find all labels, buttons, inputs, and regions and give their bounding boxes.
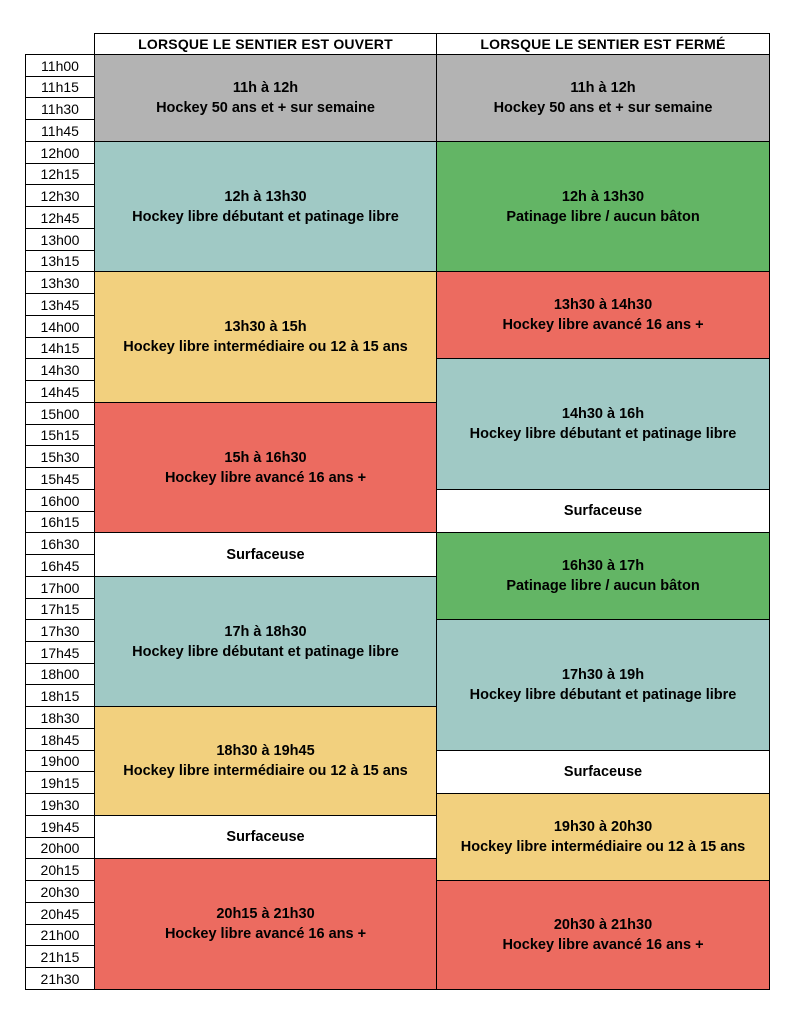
block-activity: Hockey libre débutant et patinage libre xyxy=(132,643,399,660)
time-slot-label: 19h15 xyxy=(25,771,95,794)
block-activity: Patinage libre / aucun bâton xyxy=(506,208,700,225)
time-slot-label: 20h00 xyxy=(25,837,95,859)
schedule-block xyxy=(94,402,437,533)
block-activity: Hockey libre avancé 16 ans + xyxy=(164,926,367,942)
block-activity: Hockey libre avancé 16 ans + xyxy=(502,937,704,953)
time-slot-label: 11h30 xyxy=(25,97,95,120)
time-slot-label: 14h30 xyxy=(25,358,95,381)
time-slot-label: 11h15 xyxy=(25,76,95,98)
block-time: 15h à 16h30 xyxy=(224,449,307,466)
block-time: 20h30 à 21h30 xyxy=(553,917,653,933)
block-activity: Surfaceuse xyxy=(226,829,305,845)
time-slot-label: 17h45 xyxy=(25,641,95,664)
block-activity: Hockey libre intermédiaire ou 12 à 15 ans xyxy=(460,839,746,855)
time-slot-label: 13h30 xyxy=(25,271,95,294)
time-slot-label: 13h00 xyxy=(25,228,95,251)
schedule-block xyxy=(94,815,437,859)
block-time: 13h30 à 14h30 xyxy=(553,297,653,313)
time-slot-label: 16h00 xyxy=(25,489,95,512)
schedule-block xyxy=(436,619,770,751)
block-time: 20h15 à 21h30 xyxy=(216,906,315,922)
time-slot-label: 16h15 xyxy=(25,511,95,533)
time-slot-label: 16h45 xyxy=(25,554,95,577)
block-time: 11h à 12h xyxy=(232,80,299,96)
time-slot-label: 21h30 xyxy=(25,967,95,990)
time-slot-label: 20h45 xyxy=(25,902,95,925)
time-slot-label: 14h15 xyxy=(25,337,95,359)
time-slot-label: 15h30 xyxy=(25,445,95,468)
block-activity: Hockey 50 ans et + sur semaine xyxy=(493,100,713,116)
block-activity: Surfaceuse xyxy=(563,503,643,519)
schedule-table xyxy=(25,33,769,989)
block-time: 12h à 13h30 xyxy=(224,188,307,205)
schedule-block xyxy=(94,532,437,577)
block-time: 13h30 à 15h xyxy=(224,319,307,335)
time-slot-label: 21h00 xyxy=(25,924,95,946)
block-time: 14h30 à 16h xyxy=(561,406,645,422)
time-slot-label: 20h30 xyxy=(25,880,95,903)
schedule-block xyxy=(436,54,770,142)
time-slot-label: 13h45 xyxy=(25,293,95,316)
time-slot-label: 15h00 xyxy=(25,402,95,425)
block-activity: Hockey libre intermédiaire ou 12 à 15 ans xyxy=(123,339,408,355)
schedule-block xyxy=(436,141,770,272)
time-slot-label: 13h15 xyxy=(25,250,95,272)
time-slot-label: 15h15 xyxy=(25,424,95,446)
block-time: 17h30 à 19h xyxy=(561,667,645,683)
time-slot-label: 11h00 xyxy=(25,54,95,77)
block-time: 12h à 13h30 xyxy=(561,188,645,205)
time-slot-label: 19h30 xyxy=(25,793,95,816)
time-slot-label: 18h15 xyxy=(25,684,95,707)
schedule-block xyxy=(436,358,770,490)
time-slot-label: 21h15 xyxy=(25,945,95,968)
block-time: 18h30 à 19h45 xyxy=(216,743,315,759)
time-slot-label: 17h30 xyxy=(25,619,95,642)
time-slot-label: 19h45 xyxy=(25,815,95,838)
time-slot-label: 11h45 xyxy=(25,119,95,142)
block-time: 17h à 18h30 xyxy=(224,623,307,640)
time-slot-label: 14h00 xyxy=(25,315,95,338)
block-activity: Patinage libre / aucun bâton xyxy=(506,578,700,594)
schedule-block xyxy=(94,54,437,142)
block-activity: Hockey libre débutant et patinage libre xyxy=(469,687,737,703)
time-slot-label: 14h45 xyxy=(25,380,95,403)
time-slot-label: 19h00 xyxy=(25,750,95,772)
time-slot-label: 18h00 xyxy=(25,663,95,685)
schedule-block xyxy=(436,880,770,990)
block-activity: Hockey libre avancé 16 ans + xyxy=(502,317,704,333)
time-slot-label: 12h30 xyxy=(25,184,95,207)
time-slot-label: 12h00 xyxy=(25,141,95,164)
block-activity: Hockey libre débutant et patinage libre xyxy=(469,426,737,442)
schedule-block xyxy=(94,706,437,816)
schedule-block xyxy=(436,793,770,881)
schedule-block xyxy=(436,532,770,620)
block-activity: Hockey libre avancé 16 ans + xyxy=(164,469,367,486)
time-slot-label: 15h45 xyxy=(25,467,95,490)
schedule-block xyxy=(436,750,770,794)
time-slot-label: 17h15 xyxy=(25,598,95,620)
block-time: 16h30 à 17h xyxy=(561,558,645,574)
header-trail-open: LORSQUE LE SENTIER EST OUVERT xyxy=(94,33,437,55)
time-slot-label: 18h45 xyxy=(25,728,95,751)
block-activity: Hockey 50 ans et + sur semaine xyxy=(156,100,375,116)
block-time: 19h30 à 20h30 xyxy=(553,819,653,835)
header-trail-closed: LORSQUE LE SENTIER EST FERMÉ xyxy=(436,33,770,55)
time-slot-label: 20h15 xyxy=(25,858,95,881)
schedule-block xyxy=(436,271,770,359)
time-slot-label: 12h45 xyxy=(25,206,95,229)
block-activity: Hockey libre débutant et patinage libre xyxy=(132,208,399,225)
schedule-block xyxy=(94,858,437,990)
time-slot-label: 17h00 xyxy=(25,576,95,599)
schedule-block xyxy=(436,489,770,533)
block-activity: Surfaceuse xyxy=(563,764,643,780)
schedule-block xyxy=(94,576,437,707)
block-time: 11h à 12h xyxy=(570,80,636,96)
schedule-block xyxy=(94,141,437,272)
block-activity: Surfaceuse xyxy=(226,546,305,563)
time-slot-label: 16h30 xyxy=(25,532,95,555)
schedule-block xyxy=(94,271,437,403)
time-slot-label: 18h30 xyxy=(25,706,95,729)
block-activity: Hockey libre intermédiaire ou 12 à 15 ans xyxy=(123,763,408,779)
time-slot-label: 12h15 xyxy=(25,163,95,185)
